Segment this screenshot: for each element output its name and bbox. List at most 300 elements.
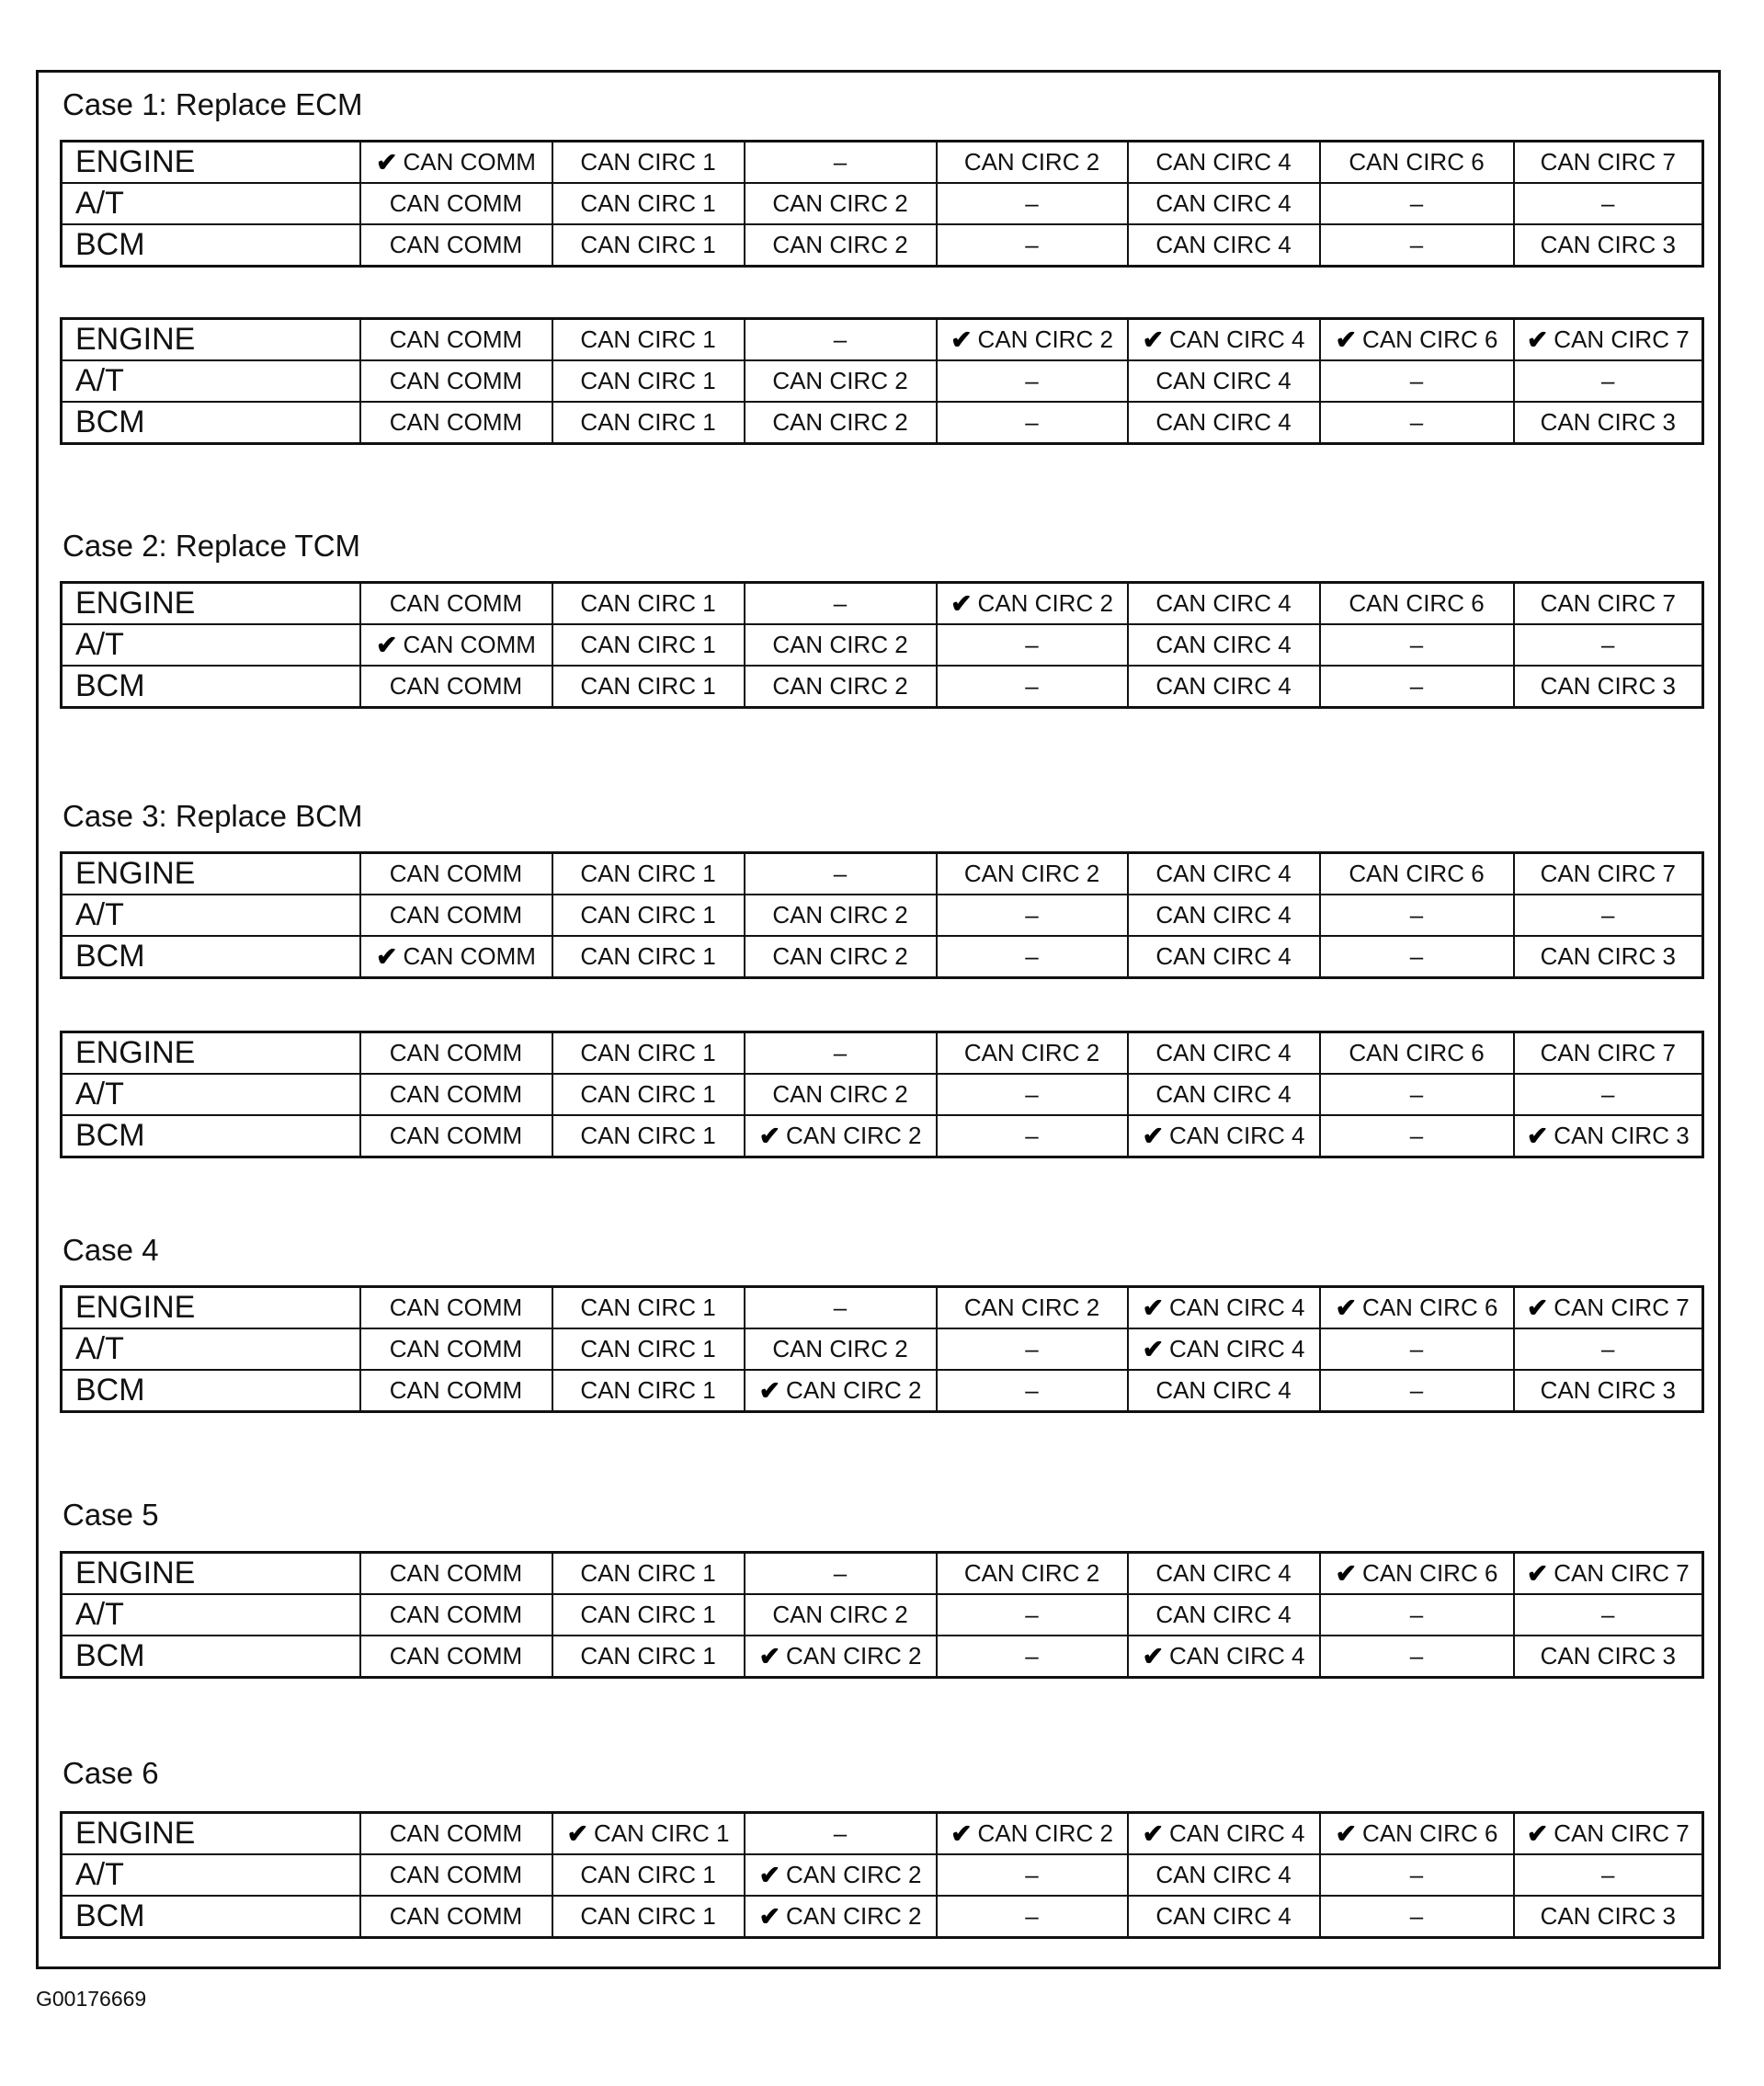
- cell-text: CAN CIRC 6: [1349, 589, 1485, 617]
- table-row: [62, 936, 1703, 978]
- status-cell: [1320, 1287, 1514, 1329]
- module-label: BCM: [62, 666, 360, 708]
- checkmark-icon: ✔: [1526, 1122, 1549, 1150]
- checkmark-icon: ✔: [566, 1819, 589, 1848]
- status-cell: [745, 1074, 937, 1115]
- cell-text: CAN COMM: [389, 1080, 523, 1108]
- status-cell: [552, 1328, 745, 1370]
- status-cell: [552, 224, 745, 267]
- status-cell: [937, 1636, 1128, 1678]
- cell-text: CAN COMM: [389, 1335, 523, 1362]
- cell-text: –: [1409, 1861, 1424, 1888]
- cell-text: CAN CIRC 4: [1169, 1642, 1305, 1670]
- table-row: [62, 1594, 1703, 1636]
- cell-text: CAN CIRC 1: [580, 672, 716, 700]
- cell-text: CAN CIRC 1: [580, 901, 716, 929]
- cell-text: –: [1601, 1861, 1615, 1888]
- status-cell: [1320, 895, 1514, 936]
- cell-text: –: [1409, 367, 1424, 394]
- cell-text: CAN CIRC 2: [786, 1376, 922, 1404]
- cell-text: –: [1601, 189, 1615, 217]
- cell-text: –: [1025, 1122, 1039, 1149]
- checkmark-icon: ✔: [1142, 1335, 1165, 1363]
- cell-text: –: [1409, 1122, 1424, 1149]
- cell-text: –: [1409, 1376, 1424, 1404]
- checkmark-icon: ✔: [1142, 325, 1165, 354]
- cell-text: –: [1409, 1080, 1424, 1108]
- cell-text: –: [1601, 367, 1615, 394]
- table-row: [62, 583, 1703, 625]
- cell-text: CAN CIRC 4: [1155, 408, 1292, 436]
- cell-text: CAN CIRC 4: [1169, 1819, 1305, 1847]
- status-cell: [552, 853, 745, 895]
- status-cell: [1128, 1074, 1320, 1115]
- cell-text: –: [1409, 1642, 1424, 1670]
- status-cell: [1128, 1287, 1320, 1329]
- status-cell: [360, 1854, 552, 1896]
- table-row: [62, 1854, 1703, 1896]
- cell-text: CAN COMM: [389, 1559, 523, 1587]
- cell-text: CAN CIRC 6: [1362, 1559, 1498, 1587]
- status-cell: [1514, 402, 1703, 444]
- cell-text: CAN CIRC 1: [580, 1642, 716, 1670]
- status-cell: [745, 1328, 937, 1370]
- status-cell: [937, 936, 1128, 978]
- status-cell: [745, 183, 937, 224]
- cell-text: CAN CIRC 4: [1155, 1601, 1292, 1628]
- checkmark-icon: ✔: [1335, 1294, 1358, 1322]
- cell-text: –: [833, 1819, 848, 1847]
- status-cell: [1320, 624, 1514, 666]
- cell-text: CAN CIRC 4: [1169, 325, 1305, 353]
- cell-text: CAN CIRC 1: [580, 1376, 716, 1404]
- table-row: [62, 1328, 1703, 1370]
- status-cell: [745, 1854, 937, 1896]
- status-cell: [937, 1854, 1128, 1896]
- checkmark-icon: ✔: [1526, 1294, 1549, 1322]
- status-cell: [745, 936, 937, 978]
- status-cell: [360, 319, 552, 361]
- cell-text: –: [1601, 901, 1615, 929]
- cell-text: CAN CIRC 2: [786, 1122, 922, 1149]
- cell-text: CAN COMM: [389, 1376, 523, 1404]
- status-cell: [552, 624, 745, 666]
- status-cell: [360, 1813, 552, 1855]
- cell-text: CAN CIRC 4: [1155, 1376, 1292, 1404]
- cell-text: –: [1025, 1642, 1039, 1670]
- status-cell: [360, 1594, 552, 1636]
- status-cell: [1128, 224, 1320, 267]
- cell-text: CAN CIRC 4: [1155, 367, 1292, 394]
- cell-text: CAN COMM: [389, 367, 523, 394]
- status-table: [60, 1285, 1704, 1413]
- cell-text: CAN COMM: [389, 589, 523, 617]
- cell-text: –: [1025, 1861, 1039, 1888]
- cell-text: CAN CIRC 3: [1540, 408, 1676, 436]
- cell-text: CAN CIRC 7: [1540, 148, 1676, 176]
- module-label: A/T: [62, 895, 360, 936]
- status-cell: [1514, 183, 1703, 224]
- cell-text: CAN CIRC 3: [1540, 942, 1676, 970]
- cell-text: –: [1025, 1080, 1039, 1108]
- cell-text: CAN COMM: [403, 148, 536, 176]
- cell-text: –: [1409, 942, 1424, 970]
- cell-text: CAN CIRC 3: [1540, 1642, 1676, 1670]
- status-cell: [745, 1594, 937, 1636]
- status-cell: [552, 1074, 745, 1115]
- status-cell: [745, 1032, 937, 1075]
- cell-text: CAN CIRC 7: [1540, 589, 1676, 617]
- checkmark-icon: ✔: [1526, 1819, 1549, 1848]
- cell-text: CAN CIRC 7: [1553, 1294, 1690, 1321]
- cell-text: CAN COMM: [389, 1039, 523, 1066]
- cell-text: –: [1409, 631, 1424, 658]
- cell-text: CAN CIRC 7: [1540, 1039, 1676, 1066]
- cell-text: –: [833, 860, 848, 887]
- cell-text: CAN CIRC 6: [1362, 1819, 1498, 1847]
- module-label: ENGINE: [62, 1553, 360, 1595]
- status-cell: [1128, 936, 1320, 978]
- checkmark-icon: ✔: [376, 148, 398, 177]
- status-cell: [1514, 1370, 1703, 1412]
- status-cell: [1128, 1636, 1320, 1678]
- status-cell: [745, 1370, 937, 1412]
- status-cell: [360, 1636, 552, 1678]
- status-cell: [1320, 142, 1514, 184]
- cell-text: –: [1025, 1601, 1039, 1628]
- status-cell: [1128, 1896, 1320, 1938]
- status-cell: [1514, 624, 1703, 666]
- cell-text: CAN CIRC 2: [977, 589, 1113, 617]
- module-label: ENGINE: [62, 1287, 360, 1329]
- status-cell: [937, 142, 1128, 184]
- cell-text: CAN CIRC 2: [963, 148, 1100, 176]
- status-cell: [937, 1074, 1128, 1115]
- status-cell: [1514, 360, 1703, 402]
- table-row: [62, 1115, 1703, 1157]
- status-cell: [1514, 1594, 1703, 1636]
- status-cell: [1128, 360, 1320, 402]
- table-row: [62, 224, 1703, 267]
- status-cell: [360, 624, 552, 666]
- checkmark-icon: ✔: [376, 942, 398, 971]
- status-cell: [937, 1032, 1128, 1075]
- module-label: A/T: [62, 1594, 360, 1636]
- module-label: A/T: [62, 360, 360, 402]
- module-label: A/T: [62, 624, 360, 666]
- module-label: BCM: [62, 1896, 360, 1938]
- cell-text: CAN CIRC 6: [1349, 860, 1485, 887]
- cell-text: –: [1409, 1601, 1424, 1628]
- cell-text: –: [1025, 942, 1039, 970]
- checkmark-icon: ✔: [758, 1122, 781, 1150]
- table-row: [62, 1287, 1703, 1329]
- module-label: BCM: [62, 936, 360, 978]
- cell-text: CAN CIRC 1: [580, 631, 716, 658]
- status-cell: [745, 360, 937, 402]
- cell-text: CAN CIRC 4: [1155, 1902, 1292, 1930]
- cell-text: CAN CIRC 7: [1553, 1819, 1690, 1847]
- case-title: Case 3: Replace BCM: [63, 799, 363, 833]
- status-cell: [745, 402, 937, 444]
- status-cell: [937, 319, 1128, 361]
- status-cell: [745, 853, 937, 895]
- status-cell: [937, 1328, 1128, 1370]
- status-cell: [360, 1553, 552, 1595]
- status-cell: [1128, 1594, 1320, 1636]
- cell-text: CAN CIRC 1: [580, 408, 716, 436]
- cell-text: CAN COMM: [403, 631, 536, 658]
- table-row: [62, 319, 1703, 361]
- cell-text: CAN CIRC 4: [1155, 189, 1292, 217]
- status-cell: [552, 895, 745, 936]
- case-title: Case 5: [63, 1498, 159, 1532]
- case-title: Case 6: [63, 1756, 159, 1790]
- status-cell: [360, 1328, 552, 1370]
- status-cell: [1514, 1553, 1703, 1595]
- status-cell: [937, 895, 1128, 936]
- checkmark-icon: ✔: [758, 1902, 781, 1931]
- module-label: A/T: [62, 1328, 360, 1370]
- cell-text: CAN CIRC 4: [1155, 672, 1292, 700]
- status-cell: [1514, 895, 1703, 936]
- status-cell: [1128, 1115, 1320, 1157]
- module-label: ENGINE: [62, 1813, 360, 1855]
- cell-text: –: [1601, 1601, 1615, 1628]
- cell-text: CAN CIRC 2: [786, 1861, 922, 1888]
- cell-text: CAN COMM: [389, 1294, 523, 1321]
- status-cell: [937, 853, 1128, 895]
- status-cell: [1320, 402, 1514, 444]
- status-cell: [1320, 936, 1514, 978]
- cell-text: CAN COMM: [389, 860, 523, 887]
- cell-text: –: [1409, 672, 1424, 700]
- status-cell: [1320, 1896, 1514, 1938]
- status-cell: [1128, 583, 1320, 625]
- status-cell: [360, 142, 552, 184]
- status-cell: [1514, 224, 1703, 267]
- status-cell: [1128, 1553, 1320, 1595]
- status-cell: [552, 360, 745, 402]
- status-cell: [1128, 624, 1320, 666]
- cell-text: CAN CIRC 2: [963, 1559, 1100, 1587]
- cell-text: CAN CIRC 1: [580, 1080, 716, 1108]
- status-cell: [1320, 1813, 1514, 1855]
- status-cell: [1514, 936, 1703, 978]
- checkmark-icon: ✔: [1335, 1819, 1358, 1848]
- status-cell: [552, 319, 745, 361]
- cell-text: CAN CIRC 2: [977, 1819, 1113, 1847]
- status-cell: [360, 1287, 552, 1329]
- case-title: Case 2: Replace TCM: [63, 529, 361, 563]
- status-cell: [937, 1594, 1128, 1636]
- cell-text: CAN CIRC 7: [1553, 1559, 1690, 1587]
- status-cell: [1514, 1032, 1703, 1075]
- status-cell: [1320, 319, 1514, 361]
- checkmark-icon: ✔: [1142, 1122, 1165, 1150]
- cell-text: –: [1409, 1902, 1424, 1930]
- cell-text: CAN CIRC 1: [580, 1335, 716, 1362]
- status-table: [60, 581, 1704, 709]
- module-label: ENGINE: [62, 583, 360, 625]
- module-label: BCM: [62, 1115, 360, 1157]
- status-cell: [1320, 224, 1514, 267]
- cell-text: CAN CIRC 4: [1155, 589, 1292, 617]
- status-table: [60, 851, 1704, 979]
- status-cell: [1514, 1896, 1703, 1938]
- cell-text: –: [1409, 901, 1424, 929]
- module-label: BCM: [62, 402, 360, 444]
- status-cell: [1128, 183, 1320, 224]
- status-cell: [1514, 1636, 1703, 1678]
- cell-text: CAN COMM: [389, 672, 523, 700]
- module-label: ENGINE: [62, 319, 360, 361]
- status-cell: [1128, 1328, 1320, 1370]
- cell-text: CAN CIRC 2: [772, 631, 908, 658]
- status-cell: [1128, 1032, 1320, 1075]
- cell-text: –: [1025, 189, 1039, 217]
- cell-text: CAN CIRC 2: [977, 325, 1113, 353]
- cell-text: CAN CIRC 1: [580, 942, 716, 970]
- cell-text: CAN CIRC 6: [1362, 325, 1498, 353]
- module-label: BCM: [62, 1636, 360, 1678]
- status-cell: [1514, 1074, 1703, 1115]
- cell-text: CAN CIRC 2: [772, 231, 908, 258]
- status-cell: [552, 183, 745, 224]
- status-cell: [1514, 666, 1703, 708]
- status-cell: [1320, 583, 1514, 625]
- cell-text: CAN CIRC 4: [1155, 1080, 1292, 1108]
- status-cell: [937, 1813, 1128, 1855]
- status-cell: [1514, 1813, 1703, 1855]
- cell-text: CAN CIRC 4: [1155, 1039, 1292, 1066]
- status-table: [60, 1031, 1704, 1158]
- status-cell: [745, 1813, 937, 1855]
- cell-text: CAN COMM: [389, 1819, 523, 1847]
- status-table: [60, 1811, 1704, 1939]
- status-cell: [937, 360, 1128, 402]
- checkmark-icon: ✔: [376, 631, 398, 659]
- status-cell: [1320, 360, 1514, 402]
- module-label: ENGINE: [62, 142, 360, 184]
- cell-text: CAN CIRC 6: [1349, 148, 1485, 176]
- table-row: [62, 666, 1703, 708]
- status-cell: [552, 142, 745, 184]
- checkmark-icon: ✔: [758, 1642, 781, 1670]
- table-row: [62, 624, 1703, 666]
- cell-text: CAN CIRC 1: [580, 1294, 716, 1321]
- cell-text: CAN CIRC 4: [1155, 1861, 1292, 1888]
- cell-text: CAN CIRC 3: [1540, 672, 1676, 700]
- cell-text: CAN CIRC 1: [580, 589, 716, 617]
- checkmark-icon: ✔: [1142, 1819, 1165, 1848]
- module-label: A/T: [62, 1854, 360, 1896]
- table-row: [62, 1553, 1703, 1595]
- status-cell: [1128, 1854, 1320, 1896]
- status-cell: [360, 224, 552, 267]
- cell-text: CAN CIRC 7: [1553, 325, 1690, 353]
- status-cell: [1514, 1328, 1703, 1370]
- status-cell: [937, 224, 1128, 267]
- cell-text: –: [1025, 1335, 1039, 1362]
- status-cell: [552, 666, 745, 708]
- cell-text: CAN CIRC 2: [963, 1039, 1100, 1066]
- cell-text: –: [1409, 189, 1424, 217]
- status-cell: [1320, 1370, 1514, 1412]
- status-cell: [937, 1553, 1128, 1595]
- status-cell: [552, 1553, 745, 1595]
- checkmark-icon: ✔: [1335, 1559, 1358, 1588]
- cell-text: –: [1025, 672, 1039, 700]
- status-cell: [360, 1370, 552, 1412]
- cell-text: CAN CIRC 3: [1540, 1902, 1676, 1930]
- cell-text: –: [1409, 1335, 1424, 1362]
- cell-text: –: [1025, 1376, 1039, 1404]
- cell-text: –: [833, 1039, 848, 1066]
- cell-text: –: [833, 148, 848, 176]
- cell-text: CAN CIRC 4: [1155, 631, 1292, 658]
- case-title: Case 1: Replace ECM: [63, 87, 363, 121]
- cell-text: CAN CIRC 2: [772, 1080, 908, 1108]
- status-cell: [1320, 1854, 1514, 1896]
- cell-text: –: [1025, 631, 1039, 658]
- status-cell: [360, 936, 552, 978]
- checkmark-icon: ✔: [758, 1376, 781, 1405]
- cell-text: CAN COMM: [389, 408, 523, 436]
- status-cell: [1514, 1115, 1703, 1157]
- status-cell: [1320, 183, 1514, 224]
- checkmark-icon: ✔: [1142, 1642, 1165, 1670]
- status-cell: [1320, 1553, 1514, 1595]
- cell-text: –: [833, 1294, 848, 1321]
- cell-text: CAN CIRC 1: [580, 1601, 716, 1628]
- cell-text: CAN CIRC 2: [772, 189, 908, 217]
- status-cell: [745, 1553, 937, 1595]
- status-cell: [360, 853, 552, 895]
- status-cell: [1128, 1813, 1320, 1855]
- status-cell: [937, 666, 1128, 708]
- cell-text: –: [1025, 367, 1039, 394]
- status-cell: [745, 1896, 937, 1938]
- cell-text: CAN CIRC 1: [580, 1902, 716, 1930]
- status-cell: [552, 1032, 745, 1075]
- cell-text: CAN CIRC 7: [1540, 860, 1676, 887]
- status-cell: [1320, 1636, 1514, 1678]
- status-cell: [552, 936, 745, 978]
- status-cell: [552, 1896, 745, 1938]
- status-cell: [552, 583, 745, 625]
- status-cell: [745, 1287, 937, 1329]
- status-cell: [937, 1370, 1128, 1412]
- status-cell: [360, 183, 552, 224]
- cell-text: CAN CIRC 1: [580, 325, 716, 353]
- checkmark-icon: ✔: [950, 325, 973, 354]
- cell-text: CAN CIRC 1: [580, 1122, 716, 1149]
- status-cell: [360, 583, 552, 625]
- status-cell: [360, 895, 552, 936]
- cell-text: CAN CIRC 1: [580, 148, 716, 176]
- status-cell: [552, 1370, 745, 1412]
- checkmark-icon: ✔: [1526, 1559, 1549, 1588]
- status-cell: [360, 666, 552, 708]
- status-cell: [937, 1287, 1128, 1329]
- status-cell: [360, 360, 552, 402]
- status-cell: [937, 402, 1128, 444]
- cell-text: CAN COMM: [389, 1902, 523, 1930]
- cell-text: CAN CIRC 6: [1362, 1294, 1498, 1321]
- cell-text: CAN CIRC 2: [772, 408, 908, 436]
- status-cell: [552, 1813, 745, 1855]
